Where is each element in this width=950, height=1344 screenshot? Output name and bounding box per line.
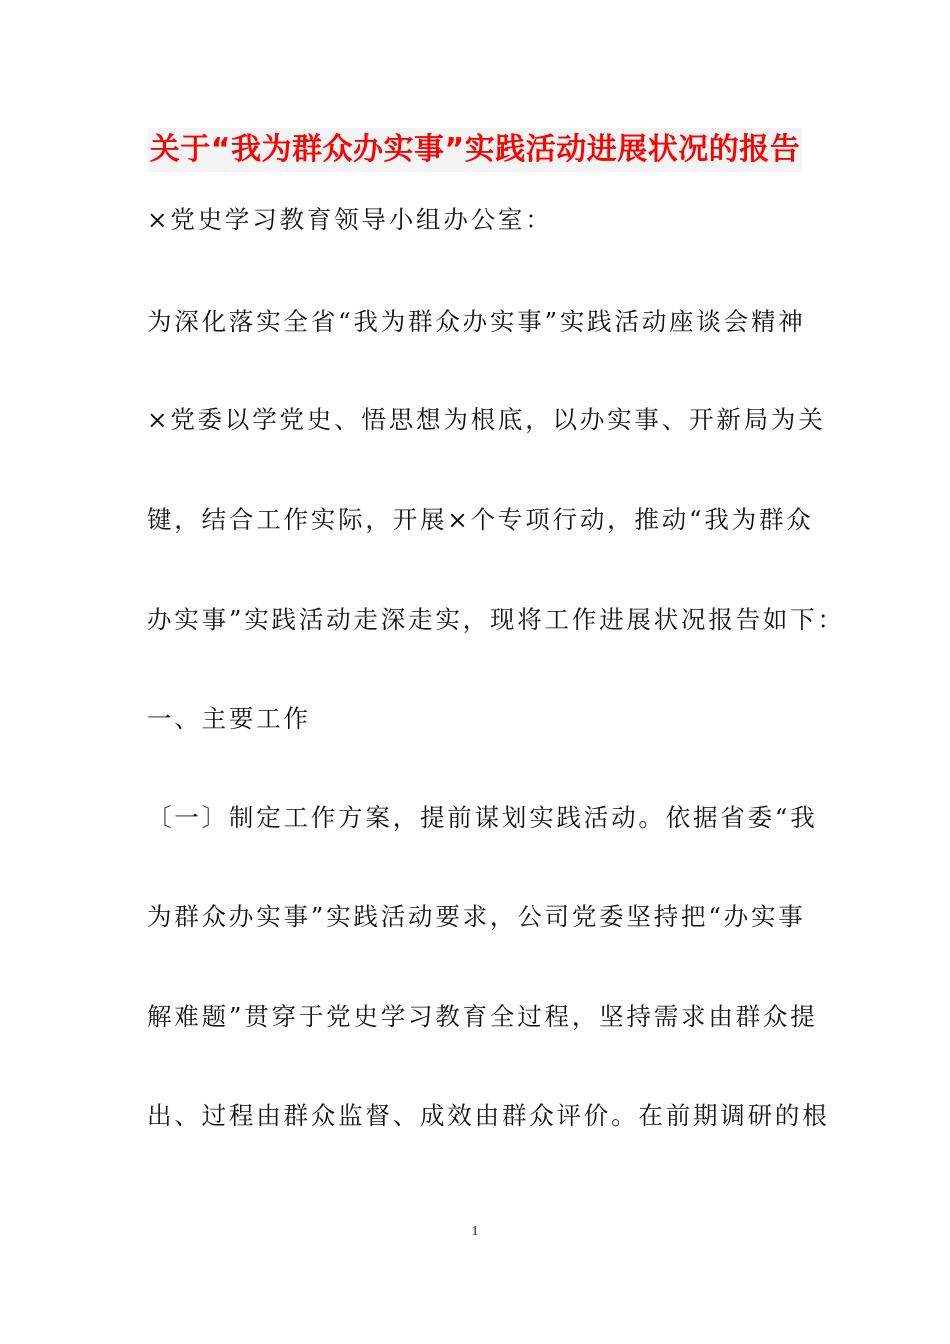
section-heading: 一、主要工作: [147, 704, 311, 733]
document-title: [0, 128, 950, 172]
document-title-text: 关于“我为群众办实事”实践活动进展状况的报告: [148, 128, 802, 172]
body-line: 键，结合工作实际，开展×个专项行动，推动“我为群众: [147, 505, 814, 534]
body-line: 办实事”实践活动走深走实，现将工作进展状况报告如下：: [147, 605, 845, 634]
body-line: ×党委以学党史、悟思想为根底，以办实事、开新局为关: [147, 405, 826, 434]
body-line: 〔一〕制定工作方案，提前谋划实践活动。依据省委“我: [147, 803, 818, 832]
page-number: 1: [471, 1224, 479, 1239]
addressee-line: ×党史学习教育领导小组办公室：: [147, 205, 553, 234]
body-line: 出、过程由群众监督、成效由群众评价。在前期调研的根: [147, 1101, 830, 1130]
body-line: 解难题”贯穿于党史学习教育全过程，坚持需求由群众提: [147, 1002, 818, 1031]
body-line: 为深化落实全省“我为群众办实事”实践活动座谈会精神: [147, 307, 806, 336]
body-line: 为群众办实事”实践活动要求，公司党委坚持把“办实事: [147, 902, 806, 931]
